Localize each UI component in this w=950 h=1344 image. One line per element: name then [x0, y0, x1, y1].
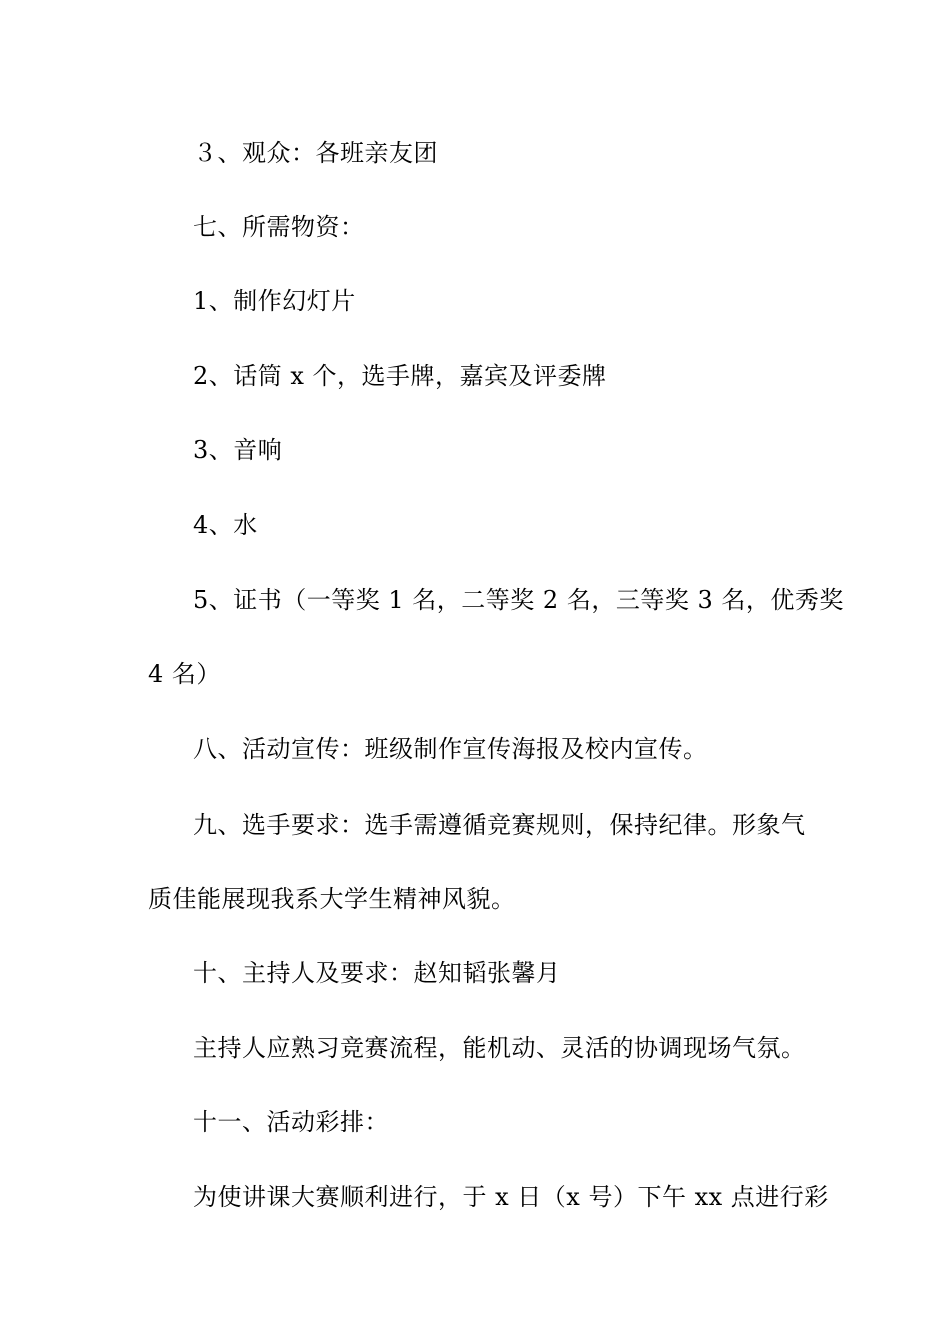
materials-item-1: 1、制作幻灯片	[193, 287, 356, 315]
materials-item-3: 3、音响	[193, 436, 283, 464]
materials-item-5-continued: 4 名）	[148, 660, 221, 688]
section-7-heading: 七、所需物资：	[193, 213, 365, 241]
materials-item-5: 5、证书（一等奖 1 名，二等奖 2 名，三等奖 3 名，优秀奖	[193, 586, 844, 614]
rehearsal-paragraph: 为使讲课大赛顺利进行，于 x 日（x 号）下午 xx 点进行彩	[193, 1183, 829, 1211]
materials-item-2: 2、话筒 x 个，选手牌，嘉宾及评委牌	[193, 362, 607, 390]
materials-item-4: 4、水	[193, 511, 258, 539]
section-9-paragraph: 九、选手要求：选手需遵循竞赛规则，保持纪律。形象气	[193, 811, 806, 839]
section-8-paragraph: 八、活动宣传：班级制作宣传海报及校内宣传。	[193, 735, 708, 763]
section-10-paragraph: 十、主持人及要求：赵知韬张馨月	[193, 959, 561, 987]
host-requirements-paragraph: 主持人应熟习竞赛流程，能机动、灵活的协调现场气氛。	[193, 1034, 806, 1062]
section-9-paragraph-continued: 质佳能展现我系大学生精神风貌。	[148, 885, 516, 913]
section-11-heading: 十一、活动彩排：	[193, 1108, 389, 1136]
audience-line: ３、观众：各班亲友团	[193, 139, 438, 167]
